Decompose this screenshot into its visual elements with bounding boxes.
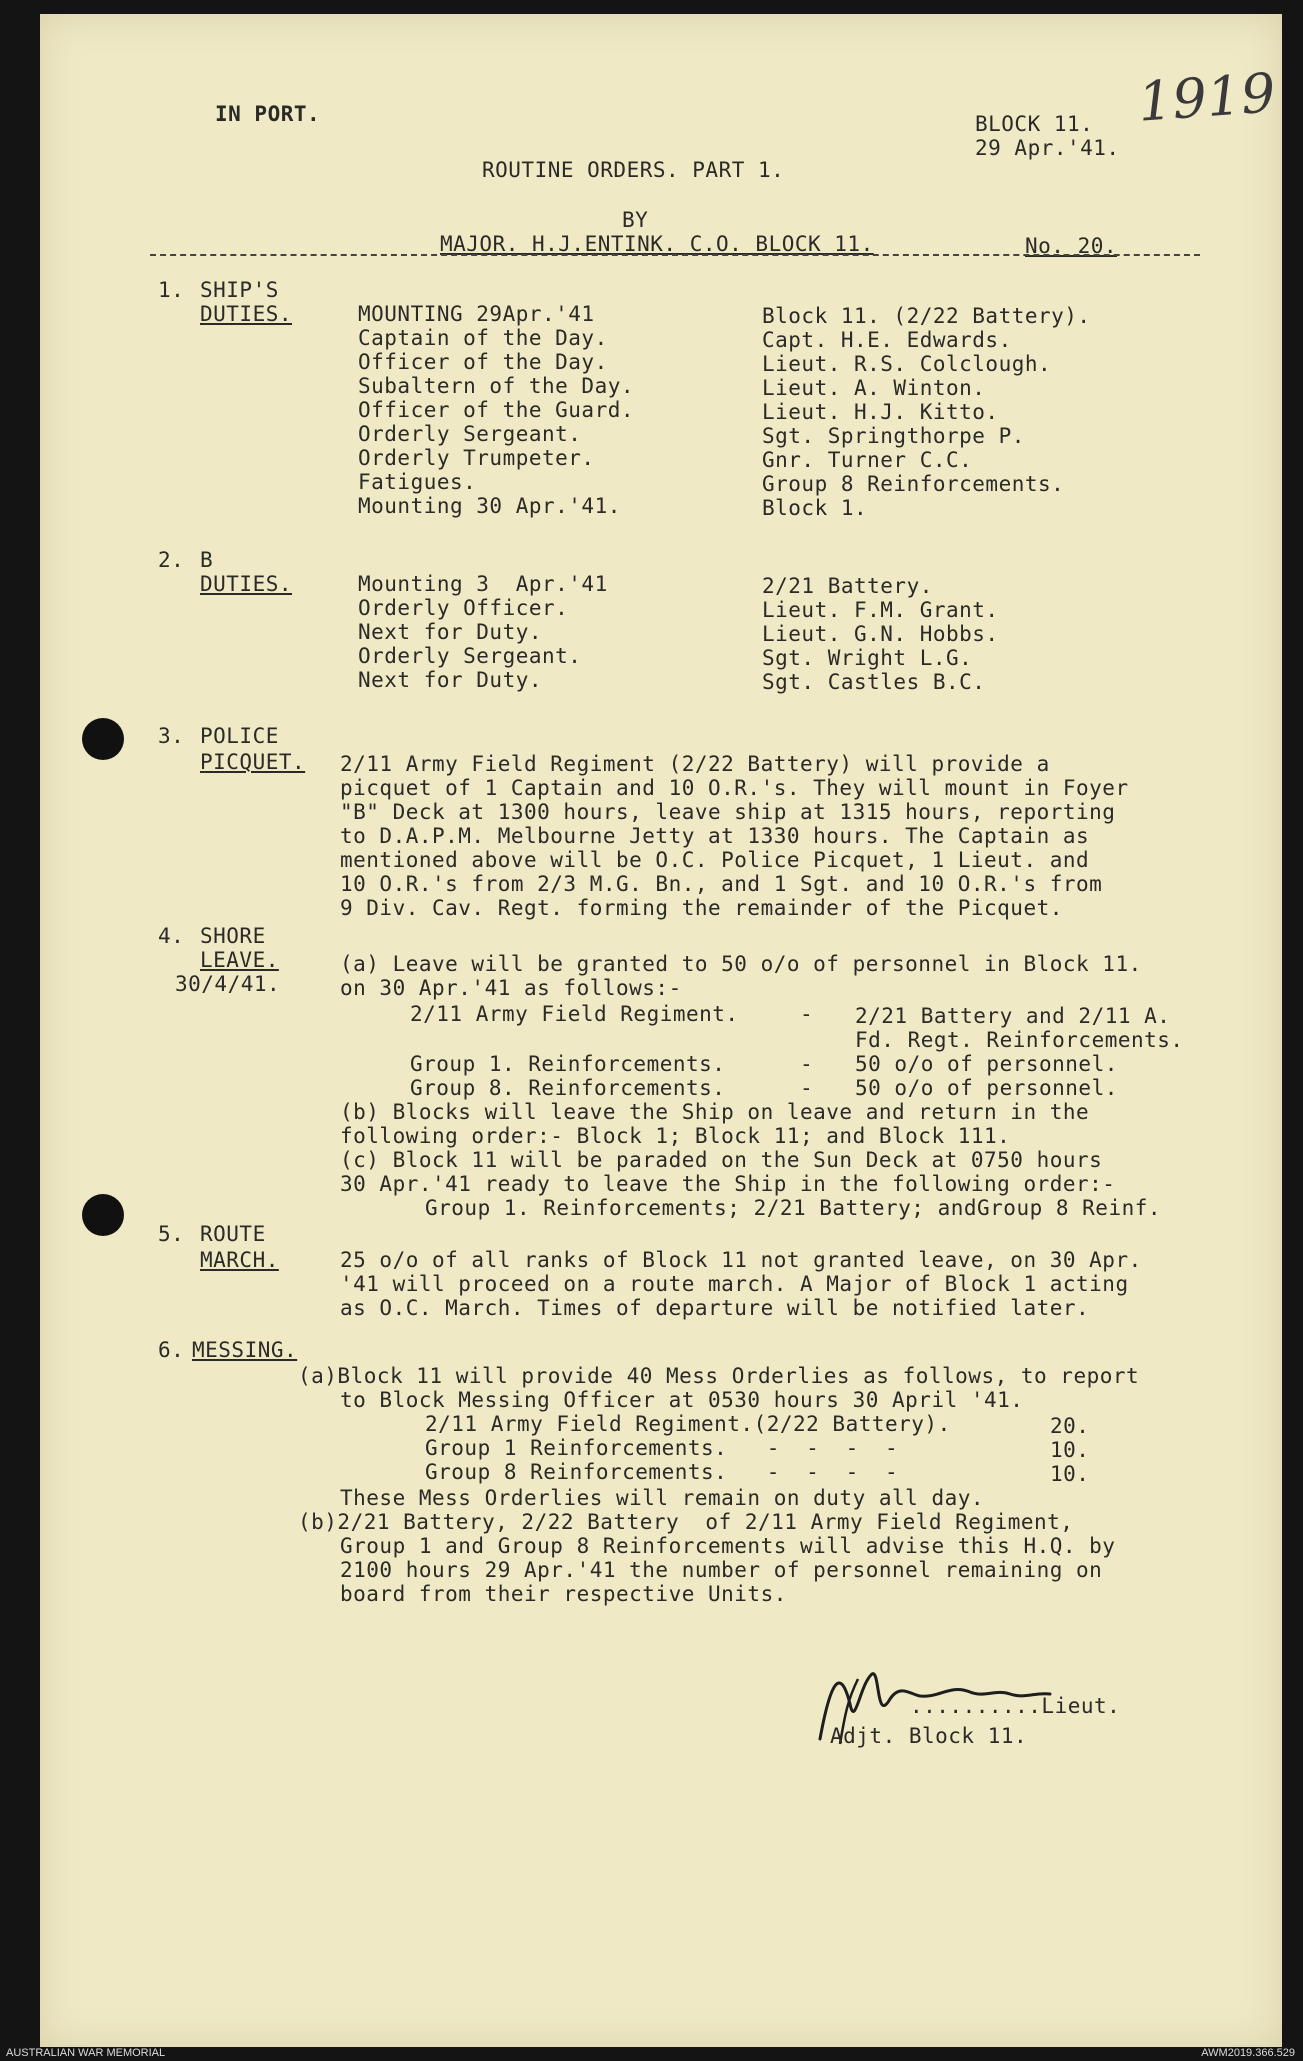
section-title: LEAVE. [200,948,279,972]
duty-assignee: Block 11. (2/22 Battery). [762,304,1091,328]
mess-unit: 2/11 Army Field Regiment.(2/22 Battery). [425,1412,951,1436]
paragraph-line: 2/11 Army Field Regiment (2/22 Battery) will provide a [340,752,1050,776]
signature-role: Adjt. Block 11. [830,1724,1028,1748]
duty-assignee: Lieut. G.N. Hobbs. [762,622,999,646]
by-label: BY [622,208,649,232]
duty-line: Orderly Sergeant. [358,422,582,446]
duty-line: Orderly Sergeant. [358,644,582,668]
footer-accession-number: AWM2019.366.529 [1201,2047,1295,2059]
paragraph-line: These Mess Orderlies will remain on duty all day. [340,1486,985,1510]
mess-unit: Group 8 Reinforcements. - - - - [425,1460,899,1484]
duty-assignee: Capt. H.E. Edwards. [762,328,1012,352]
handwritten-number: 1919 [1135,61,1278,134]
section-title: PICQUET. [200,750,306,774]
section-title: DUTIES. [200,302,293,326]
duty-line: Officer of the Day. [358,350,608,374]
paragraph-line: as O.C. March. Times of departure will be notified later. [340,1296,1090,1320]
in-port-label: IN PORT. [215,102,321,126]
mess-count: 10. [1050,1462,1090,1486]
leave-allocation: 50 o/o of personnel. [855,1076,1118,1100]
paragraph-line: (a) Leave will be granted to 50 o/o of personnel in Block 11. [340,952,1142,976]
footer-credit: AUSTRALIAN WAR MEMORIAL [6,2047,166,2059]
leave-dash: - [800,1076,814,1100]
paragraph-line: 2100 hours 29 Apr.'41 the number of personnel remaining on [340,1558,1103,1582]
duty-assignee: Lieut. H.J. Kitto. [762,400,999,424]
section-title: SHORE [200,924,266,948]
duty-assignee: Group 8 Reinforcements. [762,472,1065,496]
section-title: ROUTE [200,1222,266,1246]
paragraph-line: (a)Block 11 will provide 40 Mess Orderlies as follows, to report [298,1364,1140,1388]
leave-allocation: 2/21 Battery and 2/11 A. [855,1004,1171,1028]
section-number: 5. [158,1222,185,1246]
leave-unit: Group 8. Reinforcements. [410,1076,726,1100]
paragraph-line: (b)2/21 Battery, 2/22 Battery of 2/11 Army Field Regiment, [298,1510,1074,1534]
paragraph-line: board from their respective Units. [340,1582,787,1606]
section-title: DUTIES. [200,572,293,596]
punch-hole [82,1194,124,1236]
paragraph-line: (c) Block 11 will be paraded on the Sun Deck at 0750 hours [340,1148,1103,1172]
section-title: 30/4/41. [175,972,281,996]
duty-line: Mounting 30 Apr.'41. [358,494,621,518]
duty-assignee: Sgt. Springthorpe P. [762,424,1025,448]
section-title: POLICE [200,724,279,748]
document-title: ROUTINE ORDERS. PART 1. [482,158,785,182]
major-label: MAJOR. H.J.ENTINK. C.O. BLOCK 11. [440,232,874,256]
duty-line: Orderly Officer. [358,596,569,620]
paragraph-line: 25 o/o of all ranks of Block 11 not granted leave, on 30 Apr. [340,1248,1142,1272]
block-label: BLOCK 11. [975,112,1094,136]
section-number: 1. [158,278,185,302]
paragraph-line: on 30 Apr.'41 as follows:- [340,976,682,1000]
paragraph-line: following order:- Block 1; Block 11; and Block 111. [340,1124,1011,1148]
duty-assignee: 2/21 Battery. [762,574,933,598]
leave-dash: - [800,1052,814,1076]
duty-line: MOUNTING 29Apr.'41 [358,302,595,326]
paragraph-line: '41 will proceed on a route march. A Major of Block 1 acting [340,1272,1129,1296]
signature-rank: ..........Lieut. [910,1694,1121,1718]
duty-line: Subaltern of the Day. [358,374,635,398]
section-title: MARCH. [200,1248,279,1272]
paragraph-line: 30 Apr.'41 ready to leave the Ship in the following order:- [340,1172,1116,1196]
duty-line: Next for Duty. [358,620,543,644]
duty-line: Orderly Trumpeter. [358,446,595,470]
paragraph-line: (b) Blocks will leave the Ship on leave and return in the [340,1100,1090,1124]
paragraph-line: "B" Deck at 1300 hours, leave ship at 1315 hours, reporting [340,800,1116,824]
duty-line: Next for Duty. [358,668,543,692]
duty-assignee: Lieut. A. Winton. [762,376,986,400]
duty-assignee: Block 1. [762,496,868,520]
paragraph-line: to Block Messing Officer at 0530 hours 30 April '41. [340,1388,1024,1412]
duty-assignee: Lieut. R.S. Colclough. [762,352,1052,376]
document-page [40,14,1282,2047]
leave-allocation: 50 o/o of personnel. [855,1052,1118,1076]
duty-line: Mounting 3 Apr.'41 [358,572,608,596]
paragraph-line: Group 1. Reinforcements; 2/21 Battery; andGroup 8 Reinf. [425,1196,1162,1220]
paragraph-line: 9 Div. Cav. Regt. forming the remainder of the Picquet. [340,896,1063,920]
paragraph-line: mentioned above will be O.C. Police Picquet, 1 Lieut. and [340,848,1090,872]
mess-count: 10. [1050,1438,1090,1462]
section-number: 3. [158,724,185,748]
leave-unit: 2/11 Army Field Regiment. [410,1002,739,1026]
leave-allocation: Fd. Regt. Reinforcements. [855,1028,1184,1052]
duty-assignee: Sgt. Castles B.C. [762,670,986,694]
duty-assignee: Gnr. Turner C.C. [762,448,973,472]
section-title: B [200,548,214,572]
section-number: 6. [158,1338,185,1362]
section-title: SHIP'S [200,278,279,302]
paragraph-line: 10 O.R.'s from 2/3 M.G. Bn., and 1 Sgt. and 10 O.R.'s from [340,872,1103,896]
paragraph-line: picquet of 1 Captain and 10 O.R.'s. They will mount in Foyer [340,776,1129,800]
mess-count: 20. [1050,1414,1090,1438]
duty-line: Captain of the Day. [358,326,608,350]
duty-line: Officer of the Guard. [358,398,635,422]
duty-line: Fatigues. [358,470,477,494]
section-number: 2. [158,548,185,572]
paragraph-line: to D.A.P.M. Melbourne Jetty at 1330 hours. The Captain as [340,824,1090,848]
duty-assignee: Sgt. Wright L.G. [762,646,973,670]
punch-hole [82,718,124,760]
section-title: MESSING. [192,1338,298,1362]
order-number: No. 20. [1025,234,1118,258]
paragraph-line: Group 1 and Group 8 Reinforcements will advise this H.Q. by [340,1534,1116,1558]
date-label: 29 Apr.'41. [975,136,1120,160]
mess-unit: Group 1 Reinforcements. - - - - [425,1436,899,1460]
divider [150,254,1200,256]
leave-unit: Group 1. Reinforcements. [410,1052,726,1076]
duty-assignee: Lieut. F.M. Grant. [762,598,999,622]
section-number: 4. [158,924,185,948]
leave-dash: - [800,1002,814,1026]
